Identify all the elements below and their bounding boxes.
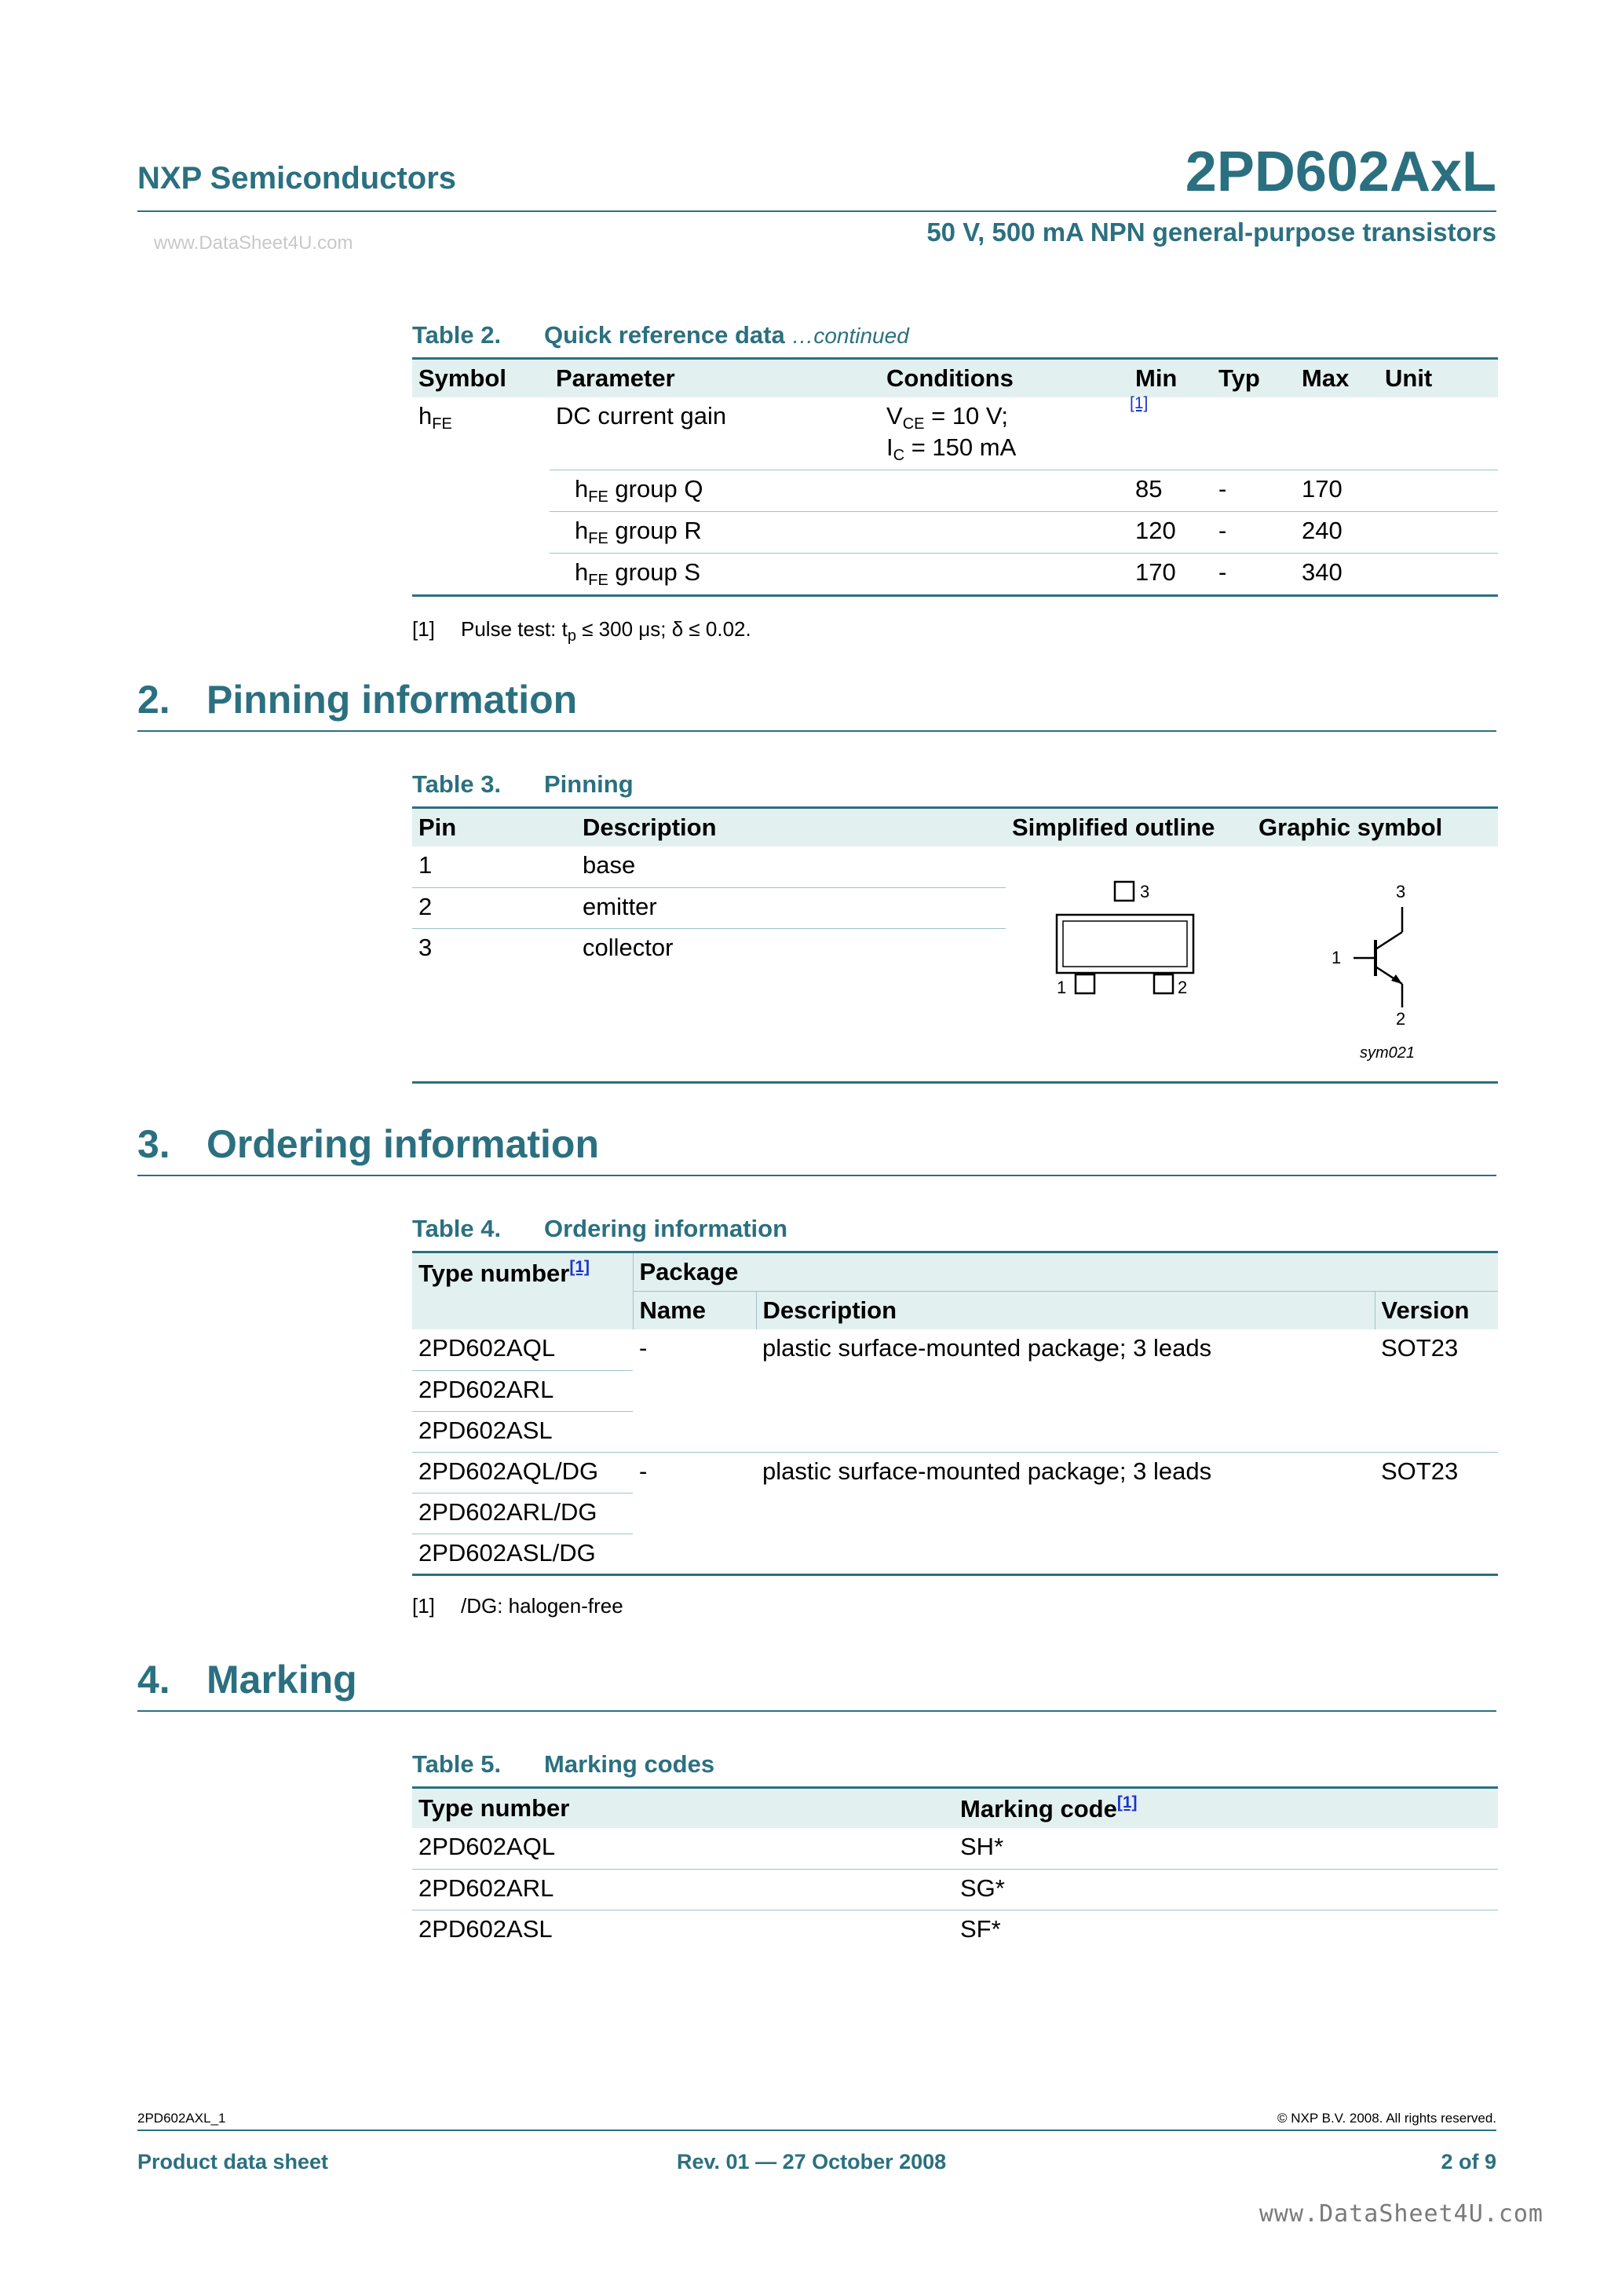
col-conditions: Conditions <box>880 359 1129 398</box>
table-row: 2PD602ASL/DG <box>412 1534 1498 1574</box>
table2-title: Quick reference data <box>544 321 785 349</box>
typ-value: - <box>1218 558 1227 586</box>
footer-rule <box>137 2130 1496 2131</box>
footnote-link[interactable]: [1] <box>569 1258 590 1276</box>
footnote-link[interactable]: [1] <box>1116 1793 1138 1812</box>
section-rule <box>137 1710 1496 1712</box>
outline-pin2-label: 2 <box>1178 978 1188 997</box>
watermark-top: www.DataSheet4U.com <box>154 232 353 254</box>
footer-doc-type: Product data sheet <box>137 2150 329 2174</box>
col-name: Name <box>633 1292 756 1330</box>
section-ordering-heading: 3. Ordering information <box>137 1122 599 1166</box>
table-row: 2PD602ARL SG* <box>412 1869 1498 1910</box>
symbol-cell: $h_{FE}$ <box>412 397 550 596</box>
group-label: $h_{FE}$ group S <box>575 558 701 589</box>
table-row <box>412 512 1498 554</box>
col-unit: Unit <box>1379 359 1498 398</box>
col-version: Version <box>1375 1292 1498 1330</box>
copyright: © NXP B.V. 2008. All rights reserved. <box>1277 2111 1496 2126</box>
conditions-cell: $V_{CE} = 10$ V; $I_C = 150$ mA [1] <box>880 397 1129 470</box>
col-graphic-symbol: Graphic symbol <box>1252 808 1498 847</box>
table2-label: Table 2. <box>412 321 502 349</box>
table-row <box>412 470 1498 512</box>
footnote-link[interactable]: [1] <box>1130 394 1149 412</box>
marking-table <box>412 1786 1498 1951</box>
group-label: $h_{FE}$ group R <box>550 512 880 554</box>
col-package: Package <box>633 1252 1498 1292</box>
min-value: 170 <box>1135 558 1176 586</box>
company-name: NXP Semiconductors <box>137 161 457 196</box>
typ-value: - <box>1212 512 1295 554</box>
section-rule <box>137 1175 1496 1176</box>
quick-reference-table <box>412 357 1498 597</box>
table-row: 2PD602AQL/DG - plastic surface-mounted package; 3 leads SOT23 <box>412 1452 1498 1493</box>
col-max: Max <box>1295 359 1379 398</box>
section-pinning-heading: 2. Pinning information <box>137 678 578 722</box>
col-parameter: Parameter <box>550 359 880 398</box>
outline-pin3-label: 3 <box>1140 882 1150 901</box>
group-label: $h_{FE}$ group Q <box>550 470 880 512</box>
symbol-code: sym021 <box>1360 1044 1416 1062</box>
footer-revision: Rev. 01 — 27 October 2008 <box>677 2150 947 2174</box>
table4-caption: Table 4. Ordering information <box>412 1215 787 1242</box>
table-row: 2PD602ARL <box>412 1370 1498 1411</box>
table-row: 2PD602AQL - plastic surface-mounted package; 3 leads SOT23 <box>412 1329 1498 1370</box>
outline-pin1-label: 1 <box>1057 978 1067 997</box>
col-simplified-outline: Simplified outline <box>1006 808 1252 847</box>
max-value: 340 <box>1302 558 1343 586</box>
col-type-number: Type number[1] <box>412 1252 633 1330</box>
col-marking-code: Marking code[1] <box>954 1788 1498 1829</box>
table-row: 1 base <box>412 846 1498 887</box>
symbol-pin1-label: 1 <box>1332 948 1342 967</box>
col-type-number: Type number <box>412 1788 954 1829</box>
table2-footnote: [1] Pulse test: $t_p \le 300$ μs; δ ≤ 0.02. <box>412 617 751 645</box>
col-min: Min <box>1129 359 1212 398</box>
table-row: 2PD602AQL SH* <box>412 1828 1498 1869</box>
col-description: Description <box>576 808 1006 847</box>
document-id: 2PD602AXL_1 <box>137 2111 226 2126</box>
table-row <box>412 554 1498 596</box>
table-row: 3 collector <box>412 928 1498 1082</box>
table-row <box>412 397 1498 470</box>
table2-continued: …continued <box>791 324 909 348</box>
min-value: 85 <box>1129 470 1212 512</box>
table5-caption: Table 5. Marking codes <box>412 1750 715 1778</box>
symbol-pin3-label: 3 <box>1396 882 1406 901</box>
typ-value: - <box>1212 470 1295 512</box>
table3-caption: Table 3. Pinning <box>412 770 634 798</box>
col-typ: Typ <box>1212 359 1295 398</box>
sot23-outline-drawing <box>1036 876 1217 1013</box>
table4-footnote: [1] /DG: halogen-free <box>412 1594 623 1618</box>
col-desc: Description <box>756 1292 1375 1330</box>
section-marking-heading: 4. Marking <box>137 1658 357 1702</box>
page-number: 2 of 9 <box>1441 2150 1496 2174</box>
table-row: 2PD602ASL <box>412 1411 1498 1452</box>
min-value: 120 <box>1129 512 1212 554</box>
product-title: 2PD602AxL <box>1185 141 1496 203</box>
table-row: 2PD602ARL/DG <box>412 1493 1498 1534</box>
ordering-table <box>412 1251 1498 1576</box>
header-rule <box>137 210 1496 212</box>
symbol-pin2-label: 2 <box>1396 1009 1406 1029</box>
npn-transistor-symbol <box>1327 876 1437 1072</box>
col-symbol: Symbol <box>412 359 550 398</box>
table-row: 2 emitter <box>412 887 1498 928</box>
max-value: 170 <box>1295 470 1379 512</box>
max-value: 240 <box>1295 512 1379 554</box>
col-pin: Pin <box>412 808 576 847</box>
parameter-cell: DC current gain <box>550 397 880 470</box>
product-subtitle: 50 V, 500 mA NPN general-purpose transistors <box>926 218 1496 247</box>
table-row: 2PD602ASL SF* <box>418 1914 1001 1943</box>
watermark-bottom: www.DataSheet4U.com <box>1259 2200 1543 2228</box>
section-rule <box>137 730 1496 732</box>
table2-caption <box>412 321 909 349</box>
